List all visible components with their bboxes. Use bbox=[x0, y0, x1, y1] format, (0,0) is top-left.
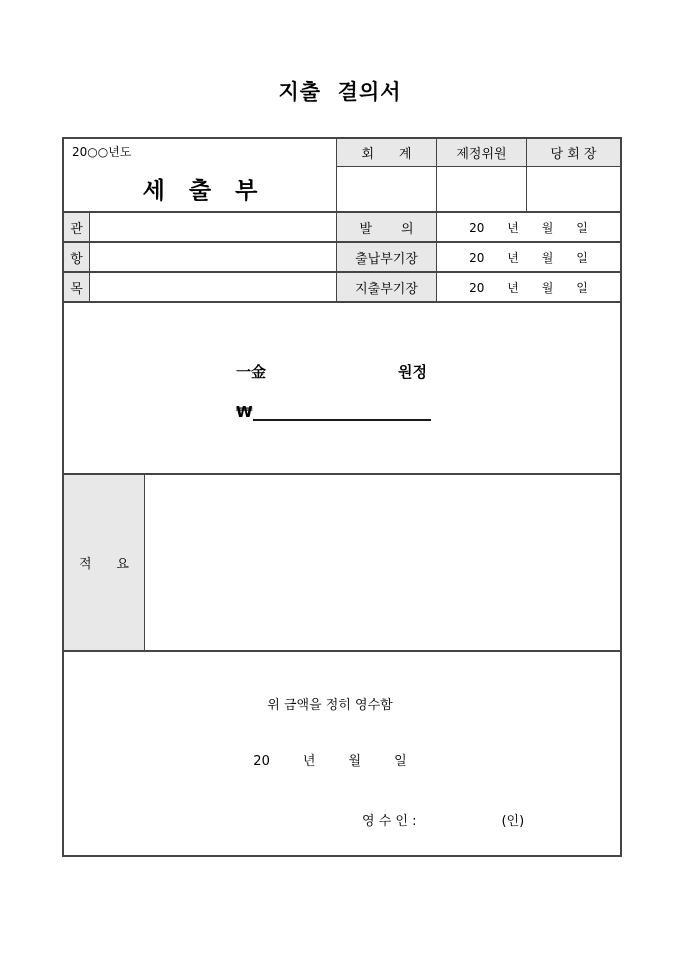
budget-row-gwan-label: 관 bbox=[64, 213, 90, 241]
budget-row-gwan-date: 20 년 월 일 bbox=[469, 220, 588, 235]
receipt-statement: 위 금액을 정히 영수함 bbox=[267, 698, 393, 713]
budget-row-mok-date: 20 년 월 일 bbox=[469, 280, 588, 295]
signature-cell-session-chair bbox=[527, 167, 620, 211]
summary-body bbox=[145, 475, 620, 650]
ledger-title-cell bbox=[64, 139, 337, 211]
signature-cell-finance-committee bbox=[437, 167, 527, 211]
receiver-label: 영 수 인 : bbox=[362, 814, 417, 829]
budget-row-gwan bbox=[64, 211, 620, 241]
budget-row-hang bbox=[64, 241, 620, 271]
document-title: 지출 결의서 bbox=[278, 80, 402, 104]
budget-row-hang-approver: 출납부기장 bbox=[337, 243, 437, 271]
budget-row-hang-date: 20 년 월 일 bbox=[469, 250, 588, 265]
fiscal-year-label: 20○○년도 bbox=[72, 145, 132, 159]
signature-cell-accounting bbox=[337, 167, 437, 211]
budget-row-gwan-blank bbox=[90, 213, 337, 241]
budget-row-mok bbox=[64, 271, 620, 301]
summary-section bbox=[64, 473, 620, 650]
ledger-title: 세 출 부 bbox=[142, 178, 258, 204]
receipt-date: 20 년 월 일 bbox=[253, 754, 407, 769]
approval-header-session-chair: 당 회 장 bbox=[527, 139, 620, 166]
budget-row-gwan-approver: 발 의 bbox=[337, 213, 437, 241]
receipt-section bbox=[64, 650, 620, 855]
expenditure-form-table bbox=[62, 137, 622, 857]
budget-row-mok-blank bbox=[90, 273, 337, 301]
amount-line bbox=[236, 361, 427, 382]
won-symbol: ₩ bbox=[236, 403, 253, 421]
won-amount-line bbox=[236, 403, 431, 421]
form-header-block bbox=[64, 139, 620, 211]
budget-row-hang-blank bbox=[90, 243, 337, 271]
receipt-receiver-line bbox=[362, 810, 524, 829]
budget-row-mok-approver: 지출부기장 bbox=[337, 273, 437, 301]
approval-columns bbox=[337, 139, 620, 211]
approval-header-finance-committee: 제정위원 bbox=[437, 139, 527, 166]
amount-suffix: 원정 bbox=[398, 363, 427, 381]
budget-row-mok-label: 목 bbox=[64, 273, 90, 301]
budget-row-hang-label: 항 bbox=[64, 243, 90, 271]
seal-label: (인) bbox=[501, 814, 525, 829]
approval-signature-row bbox=[337, 167, 620, 211]
amount-underline bbox=[253, 406, 431, 421]
amount-prefix: 一金 bbox=[236, 363, 267, 381]
approval-header-row bbox=[337, 139, 620, 167]
amount-section bbox=[64, 301, 620, 473]
summary-label: 적 요 bbox=[64, 475, 145, 650]
approval-header-accounting: 회 계 bbox=[337, 139, 437, 166]
